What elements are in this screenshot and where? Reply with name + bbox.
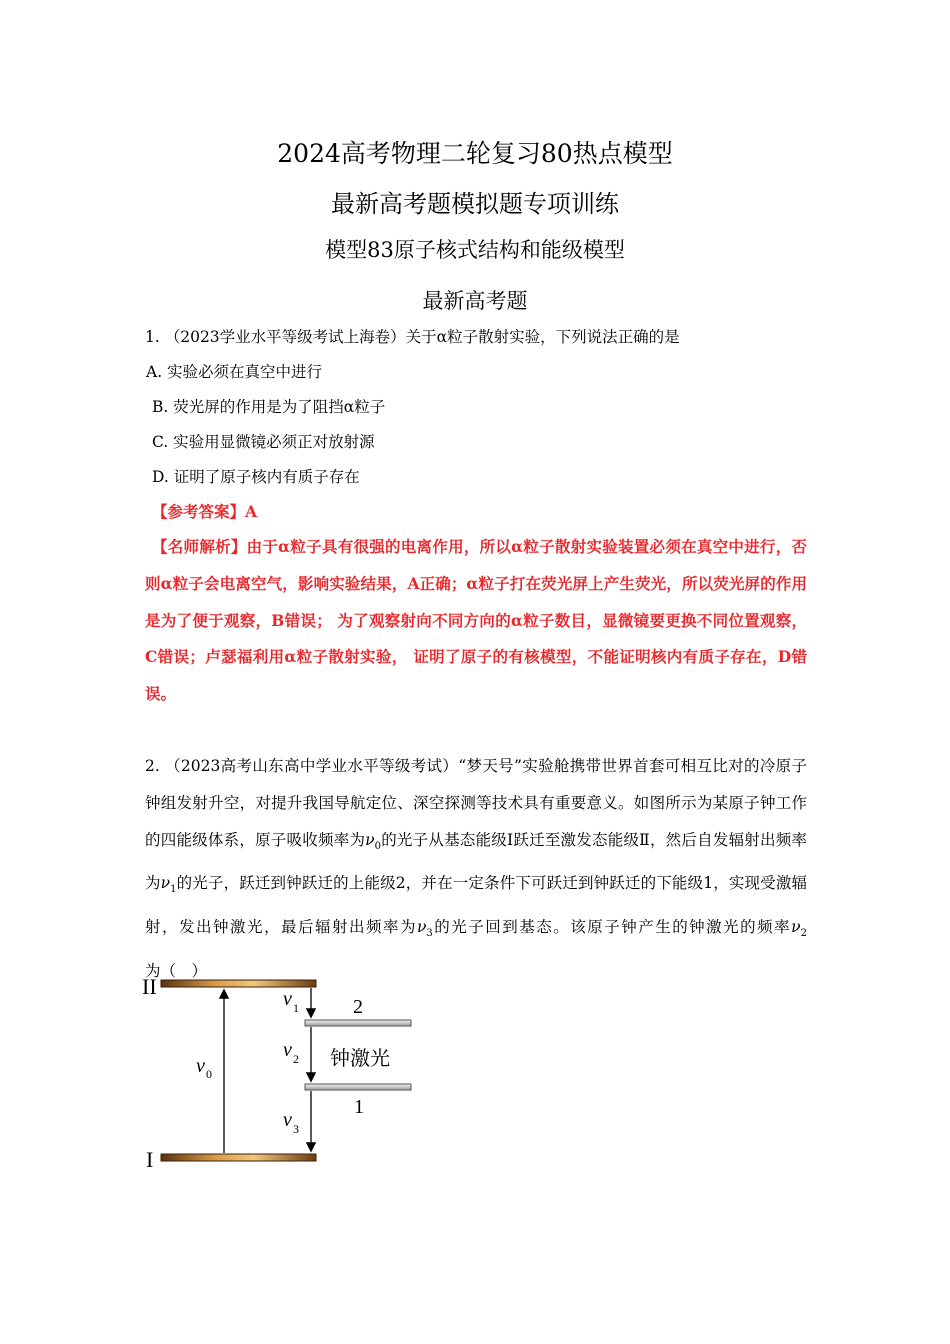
q2-text-3: 的光子，跃迁到钟跃迁的上能级2，并在一定条件下可跃迁到钟跃迁的下能级1，实现受激辐射，发出钟激光，最后辐射出频率为	[145, 874, 807, 937]
option-c: C. 实验用显微镜必须正对放射源	[152, 433, 375, 451]
level-ii-label: II	[142, 974, 157, 999]
level-i-label: I	[146, 1147, 154, 1172]
nu2-sub: 2	[800, 928, 807, 940]
level-1-bar	[305, 1084, 411, 1090]
level-i-bar	[161, 1154, 316, 1161]
nu1-label-sub: 1	[293, 1001, 299, 1015]
option-a: A. 实验必须在真空中进行	[146, 363, 323, 381]
nu1-label: ν	[283, 988, 292, 1010]
nu2-label: ν	[283, 1039, 292, 1061]
nu3-symbol: ν	[416, 918, 427, 937]
model-title: 模型83原子核式结构和能级模型	[325, 238, 625, 262]
nu3-sub: 3	[426, 928, 433, 940]
answer-value: A	[245, 502, 258, 521]
nu1-sub: 1	[170, 884, 177, 896]
q2-text-1: 2. （2023高考山东高中学业水平等级考试）“梦天号”实验舱携带世界首套可相互比对的冷原子钟组发射升空，对提升我国导航定位、深空探测等技术具有重要意义。如图所示为某原子钟工作的四能级体系，原子吸收频率为	[145, 757, 807, 849]
nu0-sub: 0	[374, 840, 381, 852]
option-b: B. 荧光屏的作用是为了阻挡α粒子	[152, 398, 386, 416]
nu3-label-sub: 3	[293, 1122, 299, 1136]
nu2-symbol: ν	[791, 918, 801, 937]
q2-text-4: 的光子回到基态。该原子钟产生的钟激光的频率	[432, 918, 792, 937]
analysis	[145, 529, 807, 713]
nu1-symbol: ν	[160, 874, 171, 893]
energy-level-diagram	[140, 970, 420, 1175]
level-1-label: 1	[354, 1096, 364, 1118]
level-2-label: 2	[353, 996, 363, 1018]
nu0-label: ν	[196, 1055, 205, 1077]
level-2-bar	[305, 1020, 411, 1026]
nu2-label-sub: 2	[293, 1052, 299, 1066]
analysis-text: 由于α粒子具有很强的电离作用，所以α粒子散射实验装置必须在真空中进行，否则α粒子会电离空气，影响实验结果，A正确；α粒子打在荧光屏上产生荧光，所以荧光屏的作用是为了便于观察，B错误； 为了观察射向不同方向的α粒子数目，显微镜要更换不同位置观察，C错误；卢瑟福利用α粒子散射实验， 证明了原子的有核模型，不能证明核内有质子存在，D错误。	[145, 537, 807, 704]
answer-label: 【参考答案】	[152, 502, 246, 521]
clock-laser-label: 钟激光	[330, 1046, 390, 1070]
question-2-stem	[145, 748, 807, 990]
nu3-label: ν	[283, 1109, 292, 1131]
answer-line	[152, 502, 257, 522]
option-d: D. 证明了原子核内有质子存在	[152, 468, 360, 486]
nu0-label-sub: 0	[206, 1067, 212, 1081]
q2-text-5: 为（ ）	[145, 962, 208, 981]
subtitle: 最新高考题模拟题专项训练	[331, 190, 619, 218]
nu0-symbol: ν	[365, 830, 375, 849]
section-title: 最新高考题	[422, 289, 528, 313]
main-title: 2024高考物理二轮复习80热点模型	[277, 139, 673, 168]
analysis-label: 【名师解析】	[152, 537, 247, 556]
q2-text-2: 的光子从基态能级Ⅰ跃迁至激发态能级Ⅱ，然后自发辐射出频率为	[145, 830, 807, 893]
question-1-stem: 1. （2023学业水平等级考试上海卷）关于α粒子散射实验，下列说法正确的是	[145, 328, 680, 346]
level-ii-bar	[161, 980, 316, 987]
